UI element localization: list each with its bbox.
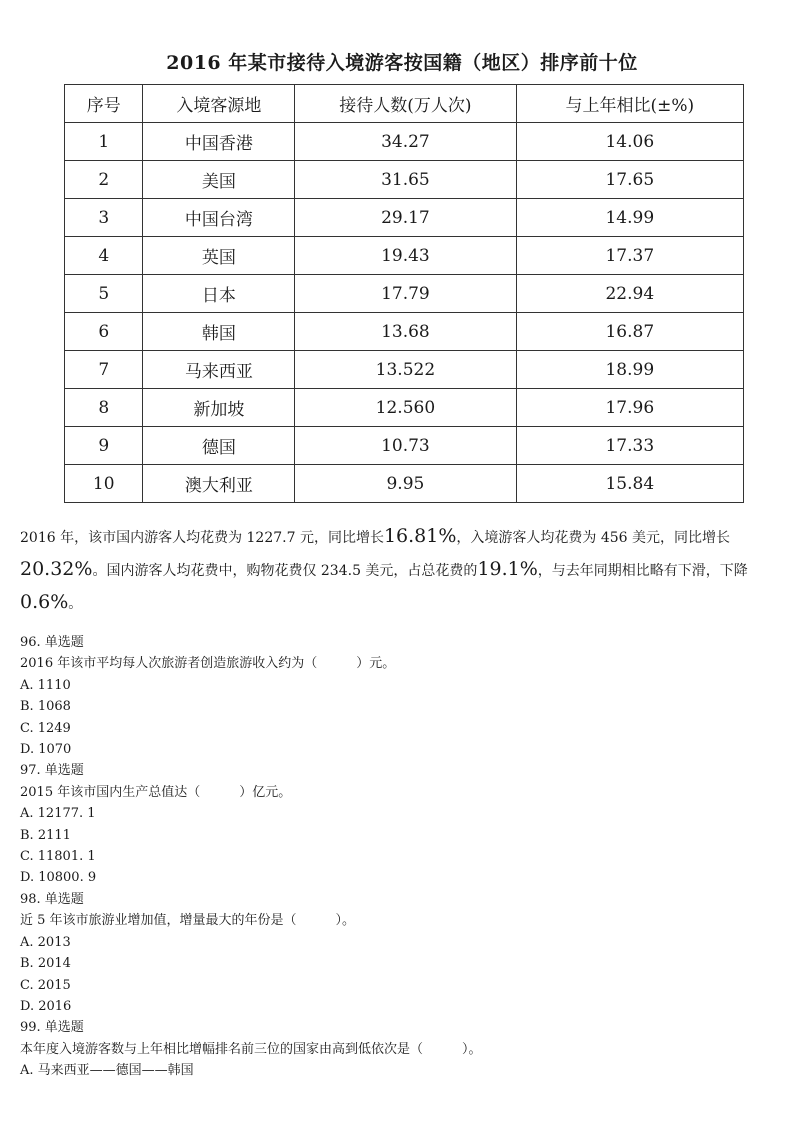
answer-option[interactable]: A. 2013 bbox=[20, 934, 71, 950]
inbound-spend-growth: 20.32% bbox=[20, 558, 93, 580]
header-change: 与上年相比(±%) bbox=[516, 85, 743, 123]
origin-cell: 澳大利亚 bbox=[143, 465, 295, 503]
table-row bbox=[65, 237, 744, 275]
visitors-cell: 13.68 bbox=[295, 313, 516, 351]
table-row bbox=[65, 427, 744, 465]
question-stem: 近 5 年该市旅游业增加值，增量最大的年份是（ ）。 bbox=[20, 913, 356, 929]
origin-cell: 德国 bbox=[143, 427, 295, 465]
table-row bbox=[65, 199, 744, 237]
rank-cell: 9 bbox=[65, 427, 143, 465]
answer-option[interactable]: C. 11801. 1 bbox=[20, 849, 96, 865]
answer-option[interactable]: A. 马来西亚——德国——韩国 bbox=[20, 1063, 194, 1079]
change-cell: 15.84 bbox=[516, 465, 743, 503]
visitors-cell: 10.73 bbox=[295, 427, 516, 465]
answer-option[interactable]: D. 2016 bbox=[20, 998, 72, 1014]
change-cell: 14.99 bbox=[516, 199, 743, 237]
answer-option[interactable]: A. 1110 bbox=[20, 677, 71, 693]
answer-option[interactable]: D. 1070 bbox=[20, 742, 72, 758]
question-list bbox=[20, 632, 790, 1082]
origin-cell: 中国台湾 bbox=[143, 199, 295, 237]
visitors-cell: 34.27 bbox=[295, 123, 516, 161]
origin-cell: 日本 bbox=[143, 275, 295, 313]
passage-part-5: 。 bbox=[68, 596, 83, 612]
table-header-row bbox=[65, 85, 744, 123]
question-header: 99. 单选题 bbox=[20, 1020, 84, 1036]
change-cell: 17.33 bbox=[516, 427, 743, 465]
rank-cell: 8 bbox=[65, 389, 143, 427]
change-cell: 17.37 bbox=[516, 237, 743, 275]
change-cell: 17.96 bbox=[516, 389, 743, 427]
header-visitors: 接待人数(万人次) bbox=[295, 85, 516, 123]
rank-cell: 7 bbox=[65, 351, 143, 389]
change-cell: 16.87 bbox=[516, 313, 743, 351]
visitors-cell: 29.17 bbox=[295, 199, 516, 237]
change-cell: 14.06 bbox=[516, 123, 743, 161]
answer-option[interactable]: B. 2111 bbox=[20, 827, 71, 843]
question-stem: 2016 年该市平均每人次旅游者创造旅游收入约为（ ）元。 bbox=[20, 656, 396, 672]
table-row bbox=[65, 351, 744, 389]
answer-option[interactable]: B. 1068 bbox=[20, 699, 71, 715]
origin-cell: 中国香港 bbox=[143, 123, 295, 161]
table-row bbox=[65, 275, 744, 313]
question-header: 96. 单选题 bbox=[20, 635, 84, 650]
visitor-table bbox=[64, 84, 744, 503]
change-cell: 17.65 bbox=[516, 161, 743, 199]
answer-option[interactable]: B. 2014 bbox=[20, 956, 71, 972]
question-stem: 本年度入境游客数与上年相比增幅排名前三位的国家由高到低依次是（ ）。 bbox=[20, 1041, 482, 1057]
passage-part-2: ，入境游客人均花费为 456 美元，同比增长 bbox=[456, 530, 731, 546]
table-row bbox=[65, 465, 744, 503]
origin-cell: 英国 bbox=[143, 237, 295, 275]
visitors-cell: 19.43 bbox=[295, 237, 516, 275]
origin-cell: 韩国 bbox=[143, 313, 295, 351]
passage-part-3: 。国内游客人均花费中，购物花费仅 234.5 美元，占总花费的 bbox=[92, 563, 478, 579]
table-row bbox=[65, 123, 744, 161]
visitors-cell: 13.522 bbox=[295, 351, 516, 389]
rank-cell: 4 bbox=[65, 237, 143, 275]
shopping-share: 19.1% bbox=[477, 558, 538, 580]
domestic-spend-growth: 16.81% bbox=[383, 525, 457, 547]
shopping-decline: 0.6% bbox=[20, 591, 69, 613]
passage-part-4: ，与去年同期相比略有下滑，下降 bbox=[537, 563, 748, 579]
rank-cell: 5 bbox=[65, 275, 143, 313]
origin-cell: 新加坡 bbox=[143, 389, 295, 427]
origin-cell: 马来西亚 bbox=[143, 351, 295, 389]
table-row bbox=[65, 161, 744, 199]
question-header: 98. 单选题 bbox=[20, 891, 84, 907]
header-rank: 序号 bbox=[65, 85, 143, 123]
visitors-cell: 17.79 bbox=[295, 275, 516, 313]
question-stem: 2015 年该市国内生产总值达（ ）亿元。 bbox=[20, 784, 292, 800]
rank-cell: 3 bbox=[65, 199, 143, 237]
answer-option[interactable]: A. 12177. 1 bbox=[20, 806, 96, 822]
table-row bbox=[65, 389, 744, 427]
rank-cell: 1 bbox=[65, 123, 143, 161]
rank-cell: 2 bbox=[65, 161, 143, 199]
passage-text bbox=[20, 521, 790, 620]
table-body bbox=[65, 123, 744, 503]
passage-part-1: 2016 年，该市国内游客人均花费为 1227.7 元，同比增长 bbox=[20, 530, 384, 546]
change-cell: 22.94 bbox=[516, 275, 743, 313]
header-origin: 入境客源地 bbox=[143, 85, 295, 123]
rank-cell: 6 bbox=[65, 313, 143, 351]
change-cell: 18.99 bbox=[516, 351, 743, 389]
table-row bbox=[65, 313, 744, 351]
origin-cell: 美国 bbox=[143, 161, 295, 199]
rank-cell: 10 bbox=[65, 465, 143, 503]
visitors-cell: 31.65 bbox=[295, 161, 516, 199]
answer-option[interactable]: D. 10800. 9 bbox=[20, 870, 97, 886]
answer-option[interactable]: C. 2015 bbox=[20, 977, 71, 993]
question-header: 97. 单选题 bbox=[20, 763, 84, 779]
visitors-cell: 9.95 bbox=[295, 465, 516, 503]
answer-option[interactable]: C. 1249 bbox=[20, 720, 71, 736]
table-title: 2016 年某市接待入境游客按国籍（地区）排序前十位 bbox=[166, 52, 638, 74]
visitors-cell: 12.560 bbox=[295, 389, 516, 427]
